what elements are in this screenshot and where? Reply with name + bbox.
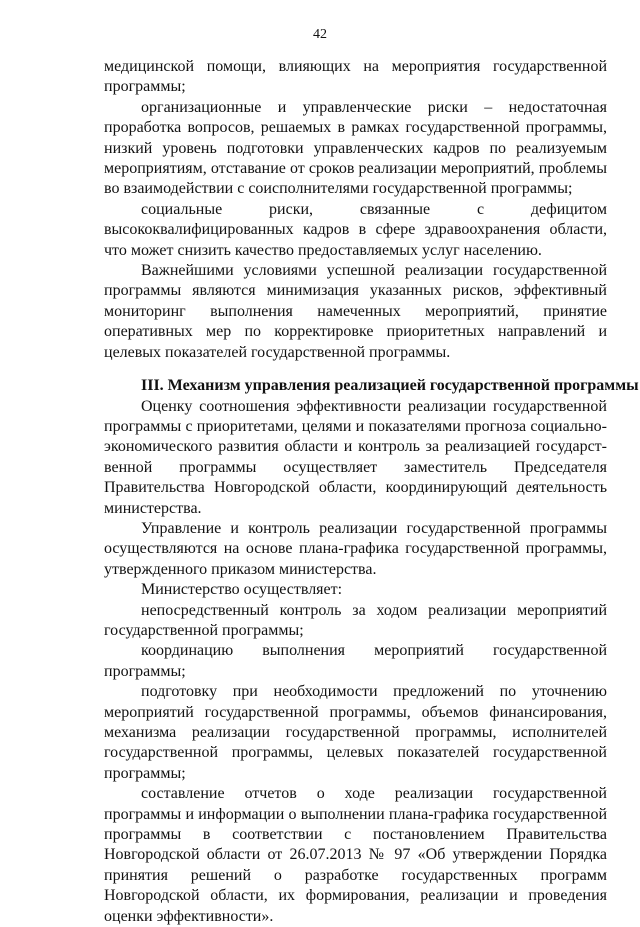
page-number: 42 [313, 27, 327, 42]
paragraph: социальные риски, связанные с дефицитом высококвалифицированных кадров в сфере здравоохранения области, что может снизить качество предоставляемых услуг населению. [104, 200, 607, 259]
paragraph: координацию выполнения мероприятий государственной программы; [104, 642, 607, 680]
paragraph: Важнейшими условиями успешной реализации государственной программы являются минимизация указанных рисков, эффективный мониторинг выполнения намеченных мероприятий, принятие оперативных мер по корректировке приоритетных направлений и целевых показателей государственной программы. [104, 262, 607, 361]
paragraph: Министерство осуществляет: [141, 581, 343, 599]
page-body [104, 57, 639, 927]
paragraph: подготовку при необходимости предложений по уточнению мероприятий государственной программы, объемов финансирования, механизма реализации государственной программы, исполнителей государственной программы, целевых показателей государственной программы; [104, 683, 607, 782]
paragraph: медицинской помощи, влияющих на мероприятия государственной программы; [104, 58, 607, 96]
paragraph: Управление и контроль реализации государственной программы осуществляются на основе плана-графика государственной программы, утвержденного приказом министерства. [104, 519, 607, 578]
paragraph: непосредственный контроль за ходом реализации мероприятий государственной программы; [104, 601, 607, 639]
paragraph: Оценку соотношения эффективности реализации государственной программы с приоритетами, целями и показателями прогноза социально-экономического развития области и контроль за реализацией государст-венной программы осуществляет заместитель Председателя Правительства Новгородской области, координирующий деятельность министерства. [104, 397, 607, 517]
paragraph: организационные и управленческие риски – недостаточная проработка вопросов, решаемых в рамках государственной программы, низкий уровень подготовки управленческих кадров по реализуемым мероприятиям, отставание от сроков реализации мероприятий, проблемы во взаимодействии с соисполнителями государственной программы; [104, 98, 607, 198]
paragraph: составление отчетов о ходе реализации государственной программы и информации о выполнении плана-графика государственной программы в соответствии с постановлением Правительства Новгородской области от 26.07.2013 № 97 «Об утверждении Порядка принятия решений о разработке государственных программ Новгородской области, их формирования, реализации и проведения оценки эффективности». [104, 785, 607, 925]
section-heading: III. Механизм управления реализацией государственной программы [141, 377, 639, 395]
